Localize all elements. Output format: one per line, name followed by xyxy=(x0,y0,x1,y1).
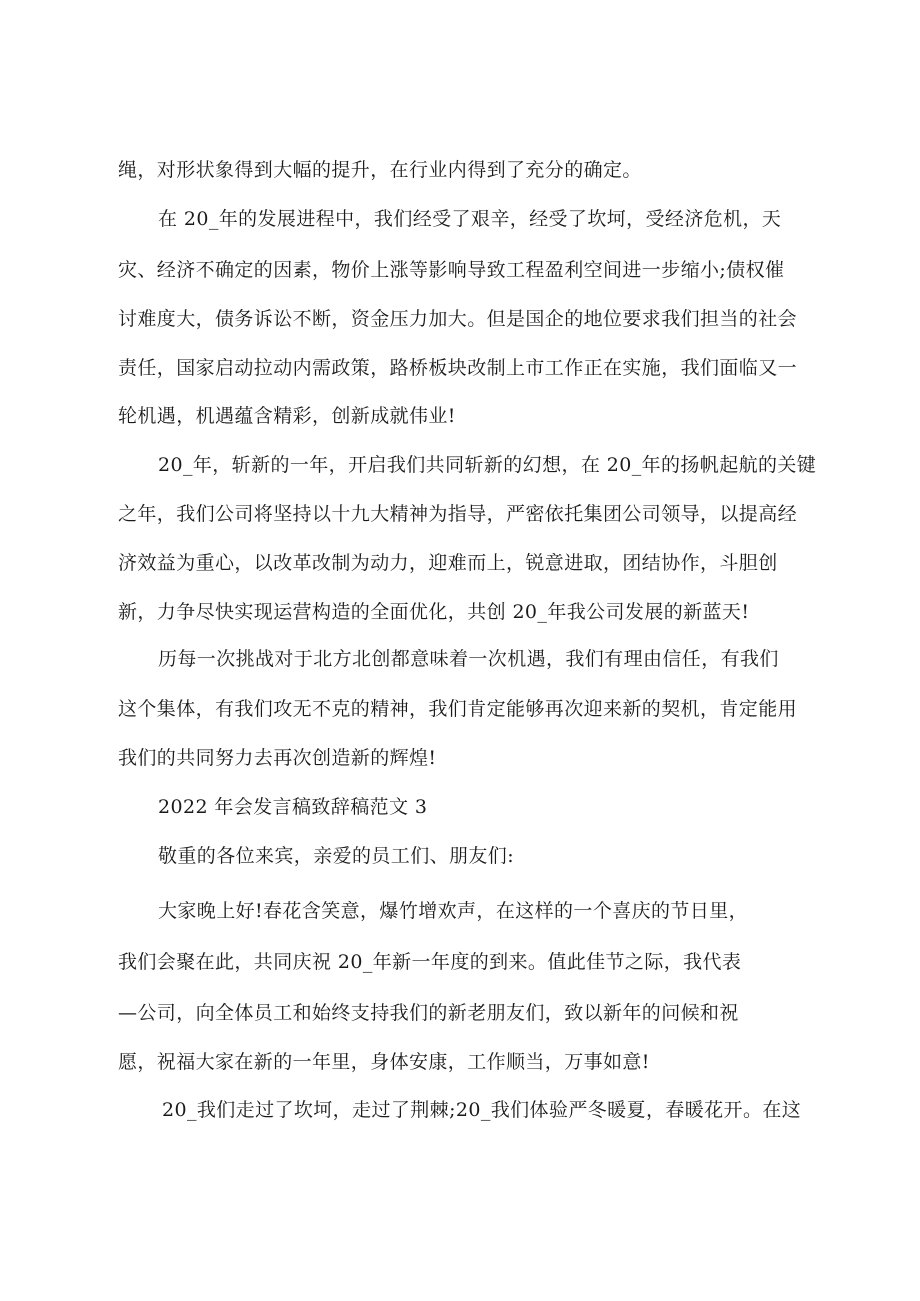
paragraph-start: 20_我们走过了坎坷，走过了荆棘;20_我们体验严冬暖夏，春暖花开。在这 xyxy=(162,1099,802,1121)
text-line: 讨难度大，债务诉讼不断，资金压力加大。但是国企的地位要求我们担当的社会 xyxy=(118,308,798,330)
text-line: 责任，国家启动拉动内需政策，路桥板块改制上市工作正在实施，我们面临又一 xyxy=(118,357,798,379)
paragraph-start: 大家晚上好!春花含笑意，爆竹增欢声，在这样的一个喜庆的节日里， xyxy=(158,900,749,922)
text-line: —公司，向全体员工和始终支持我们的新老朋友们，致以新年的问候和祝 xyxy=(118,1002,739,1024)
section-heading: 2022 年会发言稿致辞稿范文 3 xyxy=(158,796,428,818)
text-line: 轮机遇，机遇蕴含精彩，创新成就伟业! xyxy=(118,405,456,427)
text-line: 我们的共同努力去再次创造新的辉煌! xyxy=(118,747,437,769)
text-line: 之年，我们公司将坚持以十九大精神为指导，严密依托集团公司领导，以提高经 xyxy=(118,503,798,525)
text-line: 济效益为重心，以改革改制为动力，迎难而上，锐意进取，团结协作，斗胆创 xyxy=(118,552,778,574)
paragraph-start: 历每一次挑战对于北方北创都意味着一次机遇，我们有理由信任，有我们 xyxy=(158,648,779,670)
text-line: 我们会聚在此，共同庆祝 20_年新一年度的到来。值此佳节之际，我代表 xyxy=(118,951,742,973)
paragraph-start: 20_年，斩新的一年，开启我们共同斩新的幻想，在 20_年的扬帆起航的关键 xyxy=(158,454,817,476)
paragraph-start: 在 20_年的发展进程中，我们经受了艰辛，经受了坎坷，受经济危机，天 xyxy=(158,208,782,230)
text-line: 这个集体，有我们攻无不克的精神，我们肯定能够再次迎来新的契机，肯定能用 xyxy=(118,698,798,720)
text-line: 新，力争尽快实现运营构造的全面优化，共创 20_年我公司发展的新蓝天! xyxy=(118,601,750,623)
salutation: 敬重的各位来宾，亲爱的员工们、朋友们: xyxy=(158,845,515,867)
text-line: 绳，对形状象得到大幅的提升，在行业内得到了充分的确定。 xyxy=(118,159,642,181)
text-line: 灾、经济不确定的因素，物价上涨等影响导致工程盈利空间进一步缩小;债权催 xyxy=(118,259,785,281)
text-line: 愿，祝福大家在新的一年里，身体安康，工作顺当，万事如意! xyxy=(118,1051,650,1073)
